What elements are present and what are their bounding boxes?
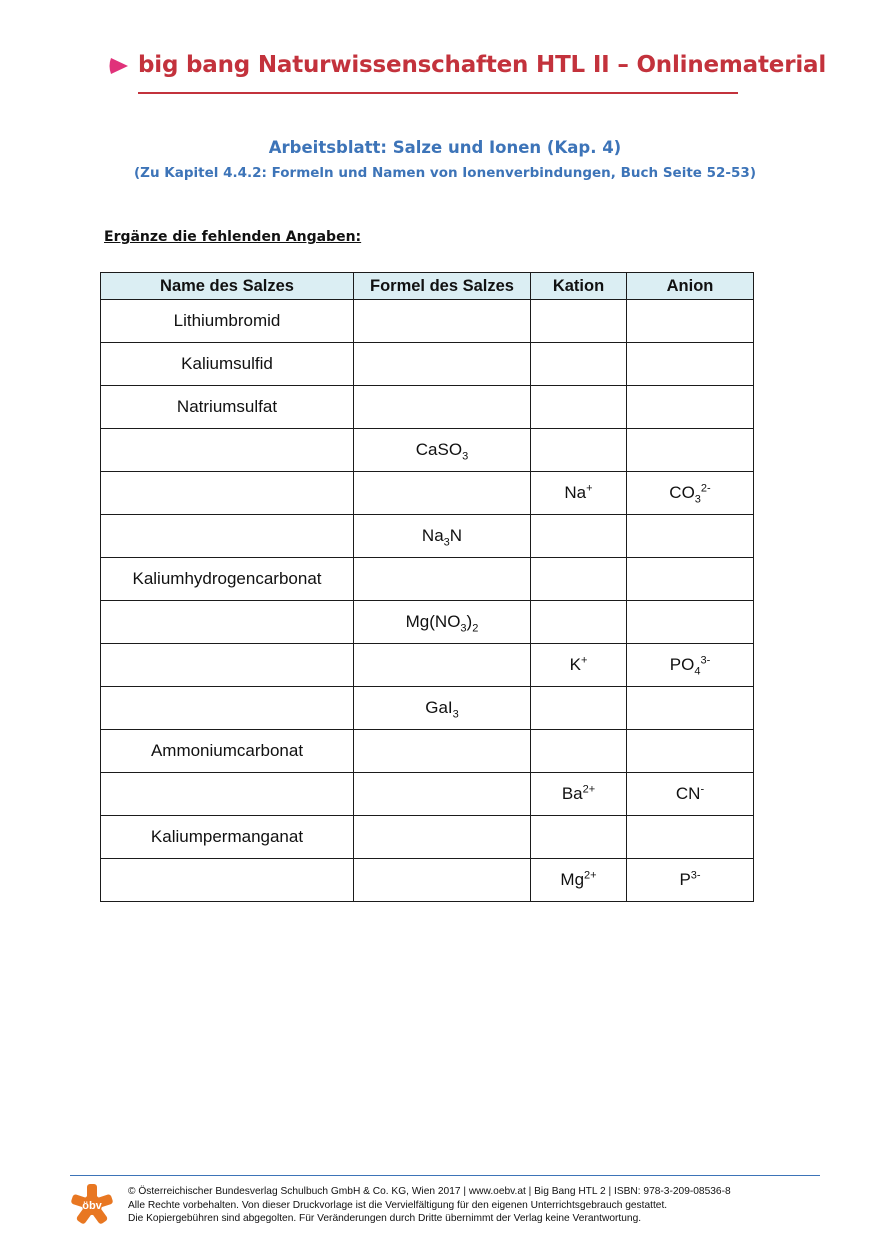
- cell-formula[interactable]: [354, 300, 531, 343]
- instruction-text: Ergänze die fehlenden Angaben:: [104, 229, 362, 245]
- cell-anion[interactable]: [627, 343, 754, 386]
- table-row: [101, 515, 754, 558]
- table-row: [101, 816, 754, 859]
- cell-formula[interactable]: [354, 472, 531, 515]
- cell-formula: $Mg(NO_3)_2$: [354, 601, 531, 644]
- cell-anion[interactable]: [627, 558, 754, 601]
- cell-anion: CN-: [627, 773, 754, 816]
- table-header-row: [101, 273, 754, 300]
- cell-name[interactable]: [101, 644, 354, 687]
- cell-cation[interactable]: [531, 429, 627, 472]
- cell-formula[interactable]: [354, 386, 531, 429]
- cell-anion: $PO_4^{3-}$: [627, 644, 754, 687]
- cell-cation: K+: [531, 644, 627, 687]
- table-row: [101, 386, 754, 429]
- cell-cation[interactable]: [531, 386, 627, 429]
- footer-copyright: [128, 1185, 731, 1226]
- column-header-cation: Kation: [531, 273, 627, 300]
- cell-formula[interactable]: [354, 773, 531, 816]
- cell-formula: GaI$_3$: [354, 687, 531, 730]
- cell-cation[interactable]: [531, 730, 627, 773]
- cell-name[interactable]: [101, 429, 354, 472]
- table-row: [101, 472, 754, 515]
- header-divider: [138, 92, 738, 94]
- cell-anion[interactable]: [627, 816, 754, 859]
- table-row: [101, 601, 754, 644]
- cell-cation[interactable]: [531, 558, 627, 601]
- footer-line-2: Alle Rechte vorbehalten. Von dieser Druckvorlage ist die Vervielfältigung für den eigenen Unterrichtsgebrauch gestattet.: [128, 1199, 668, 1211]
- table-row: [101, 773, 754, 816]
- cell-name: Natriumsulfat: [101, 386, 354, 429]
- cell-name: Kaliumhydrogencarbonat: [101, 558, 354, 601]
- cell-name: Kaliumsulfid: [101, 343, 354, 386]
- column-header-formula: Formel des Salzes: [354, 273, 531, 300]
- cell-name[interactable]: [101, 773, 354, 816]
- cell-anion[interactable]: [627, 386, 754, 429]
- cell-cation: $Mg^{2+}$: [531, 859, 627, 902]
- cell-anion[interactable]: [627, 429, 754, 472]
- column-header-anion: Anion: [627, 273, 754, 300]
- worksheet-title-block: [0, 138, 890, 181]
- table-row: [101, 730, 754, 773]
- cell-cation: $Ba^{2+}$: [531, 773, 627, 816]
- worksheet-subtitle: (Zu Kapitel 4.4.2: Formeln und Namen von Ionenverbindungen, Buch Seite 52-53): [134, 165, 756, 181]
- cell-name[interactable]: [101, 601, 354, 644]
- cell-formula[interactable]: [354, 644, 531, 687]
- salt-table-body: [101, 300, 754, 902]
- cell-name: Kaliumpermanganat: [101, 816, 354, 859]
- cell-cation[interactable]: [531, 601, 627, 644]
- cell-name[interactable]: [101, 515, 354, 558]
- cell-anion[interactable]: [627, 730, 754, 773]
- footer-divider: [70, 1175, 820, 1176]
- cell-anion[interactable]: [627, 601, 754, 644]
- cell-cation[interactable]: [531, 300, 627, 343]
- table-row: [101, 429, 754, 472]
- cell-cation: Na+: [531, 472, 627, 515]
- table-row: [101, 558, 754, 601]
- cell-formula: $Na_3N$: [354, 515, 531, 558]
- cell-formula: CaSO$_3$: [354, 429, 531, 472]
- oebv-logo-text: öbv: [82, 1200, 102, 1212]
- cell-formula[interactable]: [354, 816, 531, 859]
- oebv-logo-icon: [70, 1183, 114, 1227]
- table-row: [101, 859, 754, 902]
- cell-anion[interactable]: [627, 515, 754, 558]
- cell-anion[interactable]: [627, 687, 754, 730]
- header-title: big bang Naturwissenschaften HTL II – Onlinematerial: [138, 52, 827, 78]
- cell-name[interactable]: [101, 687, 354, 730]
- play-mark-icon: [108, 56, 130, 76]
- footer-line-1: © Österreichischer Bundesverlag Schulbuch GmbH & Co. KG, Wien 2017 | www.oebv.at | Big Bang HTL 2 | ISBN: 978-3-209-08536-8: [128, 1186, 731, 1197]
- cell-name: Lithiumbromid: [101, 300, 354, 343]
- column-header-name: Name des Salzes: [101, 273, 354, 300]
- cell-formula[interactable]: [354, 859, 531, 902]
- cell-anion[interactable]: [627, 300, 754, 343]
- cell-cation[interactable]: [531, 687, 627, 730]
- cell-cation[interactable]: [531, 343, 627, 386]
- cell-formula[interactable]: [354, 343, 531, 386]
- cell-name[interactable]: [101, 859, 354, 902]
- cell-formula[interactable]: [354, 730, 531, 773]
- cell-anion: $P^{3-}$: [627, 859, 754, 902]
- cell-anion: $CO_3^{2-}$: [627, 472, 754, 515]
- table-row: [101, 644, 754, 687]
- table-row: [101, 343, 754, 386]
- page-header: [108, 52, 827, 96]
- salt-table: [100, 272, 754, 902]
- table-row: [101, 687, 754, 730]
- footer-line-3: Die Kopiergebühren sind abgegolten. Für Veränderungen durch Dritte übernimmt der Verlag keine Verantwortung.: [128, 1213, 642, 1224]
- cell-name: Ammoniumcarbonat: [101, 730, 354, 773]
- cell-cation[interactable]: [531, 816, 627, 859]
- cell-formula[interactable]: [354, 558, 531, 601]
- cell-name[interactable]: [101, 472, 354, 515]
- cell-cation[interactable]: [531, 515, 627, 558]
- worksheet-title: Arbeitsblatt: Salze und Ionen (Kap. 4): [268, 138, 622, 157]
- table-row: [101, 300, 754, 343]
